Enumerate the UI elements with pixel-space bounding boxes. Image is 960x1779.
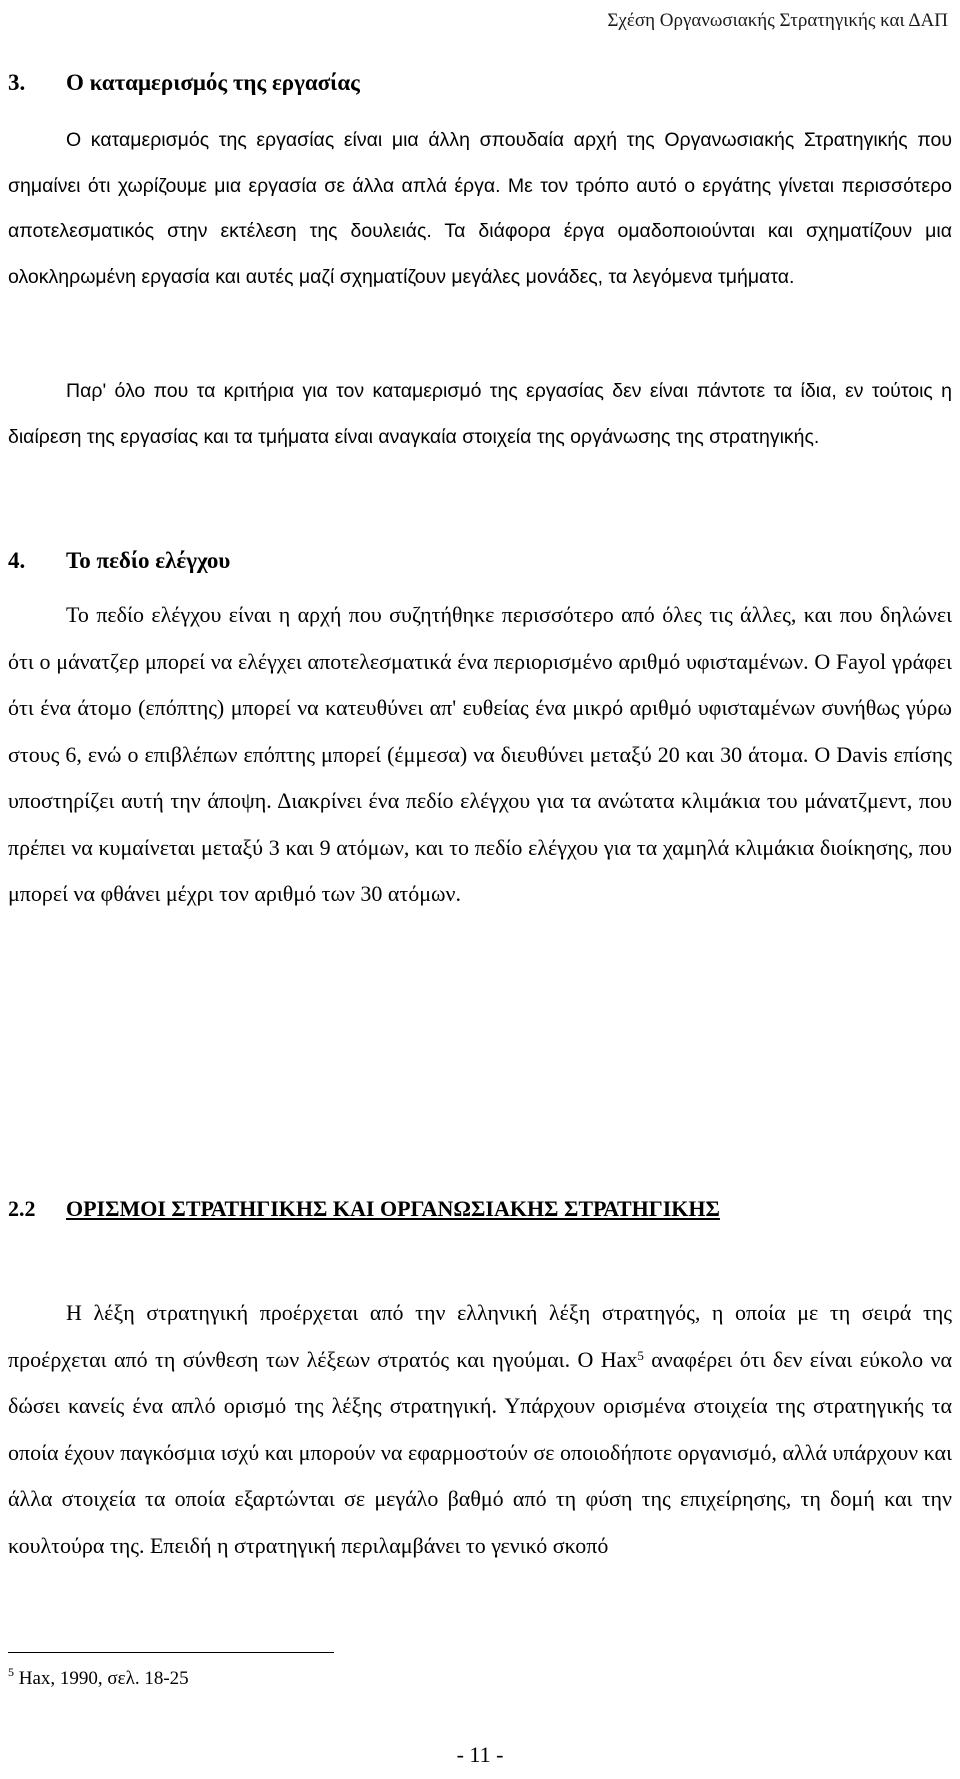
section-4-title: Το πεδίο ελέγχου [66,548,231,573]
section-2-2-paragraph-text-2: αναφέρει ότι δεν είναι εύκολο να δώσει κανείς ένα απλό ορισμό της λέξης στρατηγική. Υπάρχουν ορισμένα στοιχεία της στρατηγικής τα οποία έχουν παγκόσμια ισχύ και μπορούν να εφαρμοστούν σε οποιοδήποτε οργανισμό, αλλά υπάρχουν και άλλα στοιχεία τα οποία εξαρτώνται σε μεγάλο βαθμό από τη φύση της επιχείρησης, τη δομή και την κουλτούρα της. Επειδή η στρατηγική περιλαμβάνει το γενικό σκοπό [8,1346,952,1558]
section-2-2-paragraph-text-1: Η λέξη στρατηγική προέρχεται από την ελληνική λέξη στρατηγός, η οποία με τη σειρά της προέρχεται από τη σύνθεση των λέξεων στρατός και ηγούμαι. Ο Hax [8,1300,952,1372]
section-3-title: Ο καταμερισμός της εργασίας [66,70,360,95]
section-2-2-heading [8,1196,720,1222]
section-4-heading [8,548,230,574]
section-3-number: 3. [8,70,26,95]
section-4-number: 4. [8,548,26,573]
section-2-2-number: 2.2 [8,1196,36,1221]
running-header: Σχέση Οργανωσιακής Στρατηγικής και ΔΑΠ [607,10,948,31]
section-4-paragraph [8,592,952,918]
section-2-2-paragraph [8,1290,952,1569]
section-3-paragraph-1-text: Ο καταμερισμός της εργασίας είναι μια άλλη σπουδαία αρχή της Οργανωσιακής Στρατηγικής που σημαίνει ότι χωρίζουμε μια εργασία σε άλλα απλά έργα. Με τον τρόπο αυτό ο εργάτης γίνεται περισσότερο αποτελεσματικός στην εκτέλεση της δουλειάς. Τα διάφορα έργα ομαδοποιούνται και σχηματίζουν μια ολοκληρωμένη εργασία και αυτές μαζί σχηματίζουν μεγάλες μονάδες, τα λεγόμενα τμήματα. [8,129,952,288]
page-number: - 11 - [456,1742,504,1767]
section-3-heading [8,70,360,96]
section-3-paragraph-1 [8,118,952,300]
section-3-paragraph-2 [8,369,952,460]
footnote-reference[interactable]: 5 [637,1347,644,1363]
section-2-2-title: ΟΡΙΣΜΟΙ ΣΤΡΑΤΗΓΙΚΗΣ ΚΑΙ ΟΡΓΑΝΩΣΙΑΚΗΣ ΣΤΡΑΤΗΓΙΚΗΣ [66,1196,720,1221]
section-3-paragraph-2-text: Παρ' όλο που τα κριτήρια για τον καταμερισμό της εργασίας δεν είναι πάντοτε τα ίδια, εν τούτοις η διαίρεση της εργασίας και τα τμήματα είναι αναγκαία στοιχεία της οργάνωσης της στρατηγικής. [8,380,952,448]
footnote [8,1665,189,1690]
footnote-text: Hax, 1990, σελ. 18-25 [14,1668,189,1689]
section-4-paragraph-text: Το πεδίο ελέγχου είναι η αρχή που συζητήθηκε περισσότερο από όλες τις άλλες, και που δηλώνει ότι ο μάνατζερ μπορεί να ελέγχει αποτελεσματικά ένα περιορισμένο αριθμό υφισταμένων. Ο Fayol γράφει ότι ένα άτομο (επόπτης) μπορεί να κατευθύνει απ' ευθείας ένα μικρό αριθμό υφισταμένων συνήθως γύρω στους 6, ενώ ο επιβλέπων επόπτης μπορεί (έμμεσα) να διευθύνει μεταξύ 20 και 30 άτομα. Ο Davis επίσης υποστηρίζει αυτή την άποψη. Διακρίνει ένα πεδίο ελέγχου για τα ανώτατα κλιμάκια του μάνατζμεντ, που πρέπει να κυμαίνεται μεταξύ 3 και 9 ατόμων, και το πεδίο ελέγχου για τα χαμηλά κλιμάκια διοίκησης, που μπορεί να φθάνει μέχρι τον αριθμό των 30 ατόμων. [8,602,952,906]
footnote-separator [8,1652,334,1653]
footnote-number: 5 [8,1665,14,1679]
